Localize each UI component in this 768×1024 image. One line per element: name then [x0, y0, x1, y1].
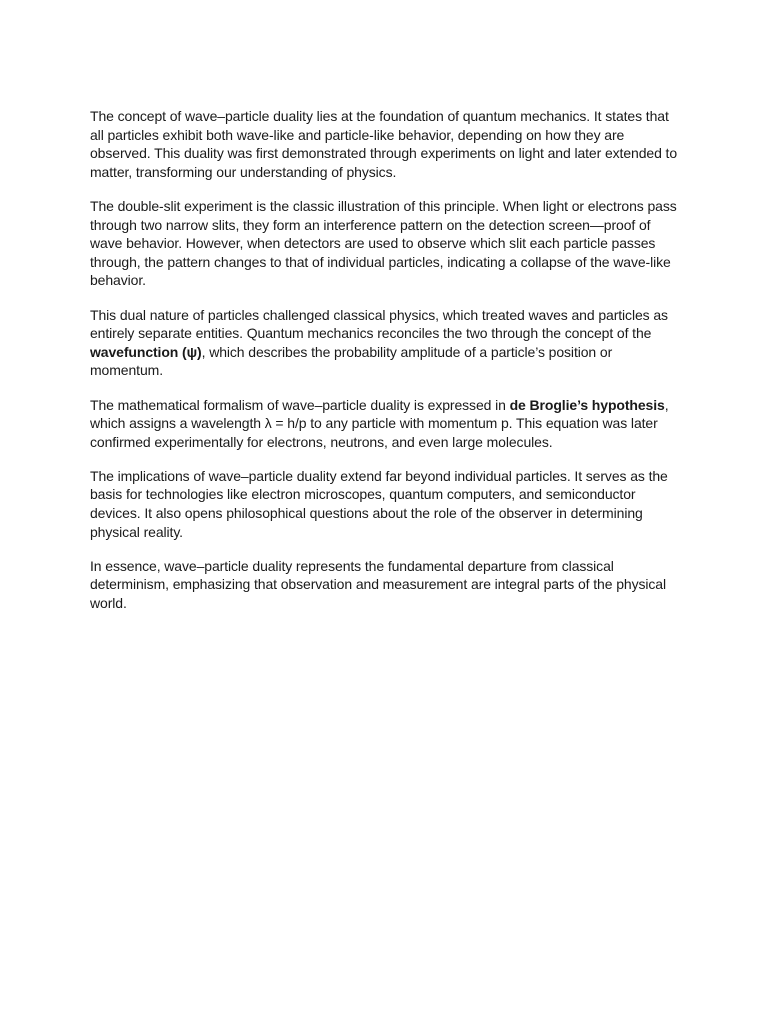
paragraph-2-text: The double-slit experiment is the classic illustration of this principle. When light or electrons pass through two narrow slits, they form an interference pattern on the detection screen—proof of wave behavior. However, when detectors are used to observe which slit each particle passes through, the pattern changes to that of individual particles, indicating a collapse of the wave-like behavior.: [90, 197, 677, 289]
paragraph-2: [90, 197, 682, 290]
paragraph-3: [90, 306, 682, 380]
paragraph-4-text-b: , which assigns a wavelength λ = h/p to any particle with momentum p. This equation was later confirmed experimentally for electrons, neutrons, and even large molecules.: [90, 396, 669, 450]
paragraph-5-text: The implications of wave–particle duality extend far beyond individual particles. It serves as the basis for technologies like electron microscopes, quantum computers, and semiconductor devices. It also opens philosophical questions about the role of the observer in determining physical reality.: [90, 467, 668, 540]
paragraph-1: [90, 107, 682, 181]
paragraph-4-text-a: The mathematical formalism of wave–particle duality is expressed in: [90, 396, 510, 413]
paragraph-3-text-a: This dual nature of particles challenged classical physics, which treated waves and particles as entirely separate entities. Quantum mechanics reconciles the two through the concept of the: [90, 306, 668, 342]
paragraph-3-text-b: , which describes the probability amplitude of a particle’s position or momentum.: [90, 343, 613, 379]
document-body: [90, 107, 682, 628]
de-broglie-term: de Broglie’s hypothesis: [509, 396, 665, 413]
paragraph-6-text: In essence, wave–particle duality represents the fundamental departure from classical determinism, emphasizing that observation and measurement are integral parts of the physical world.: [90, 557, 666, 612]
paragraph-4: [90, 396, 682, 452]
paragraph-6: [90, 557, 682, 613]
paragraph-5: [90, 467, 682, 541]
wavefunction-term: wavefunction (ψ): [90, 343, 202, 360]
paragraph-1-text: The concept of wave–particle duality lies at the foundation of quantum mechanics. It states that all particles exhibit both wave-like and particle-like behavior, depending on how they are observed. This duality was first demonstrated through experiments on light and later extended to matter, transforming our understanding of physics.: [90, 108, 678, 180]
